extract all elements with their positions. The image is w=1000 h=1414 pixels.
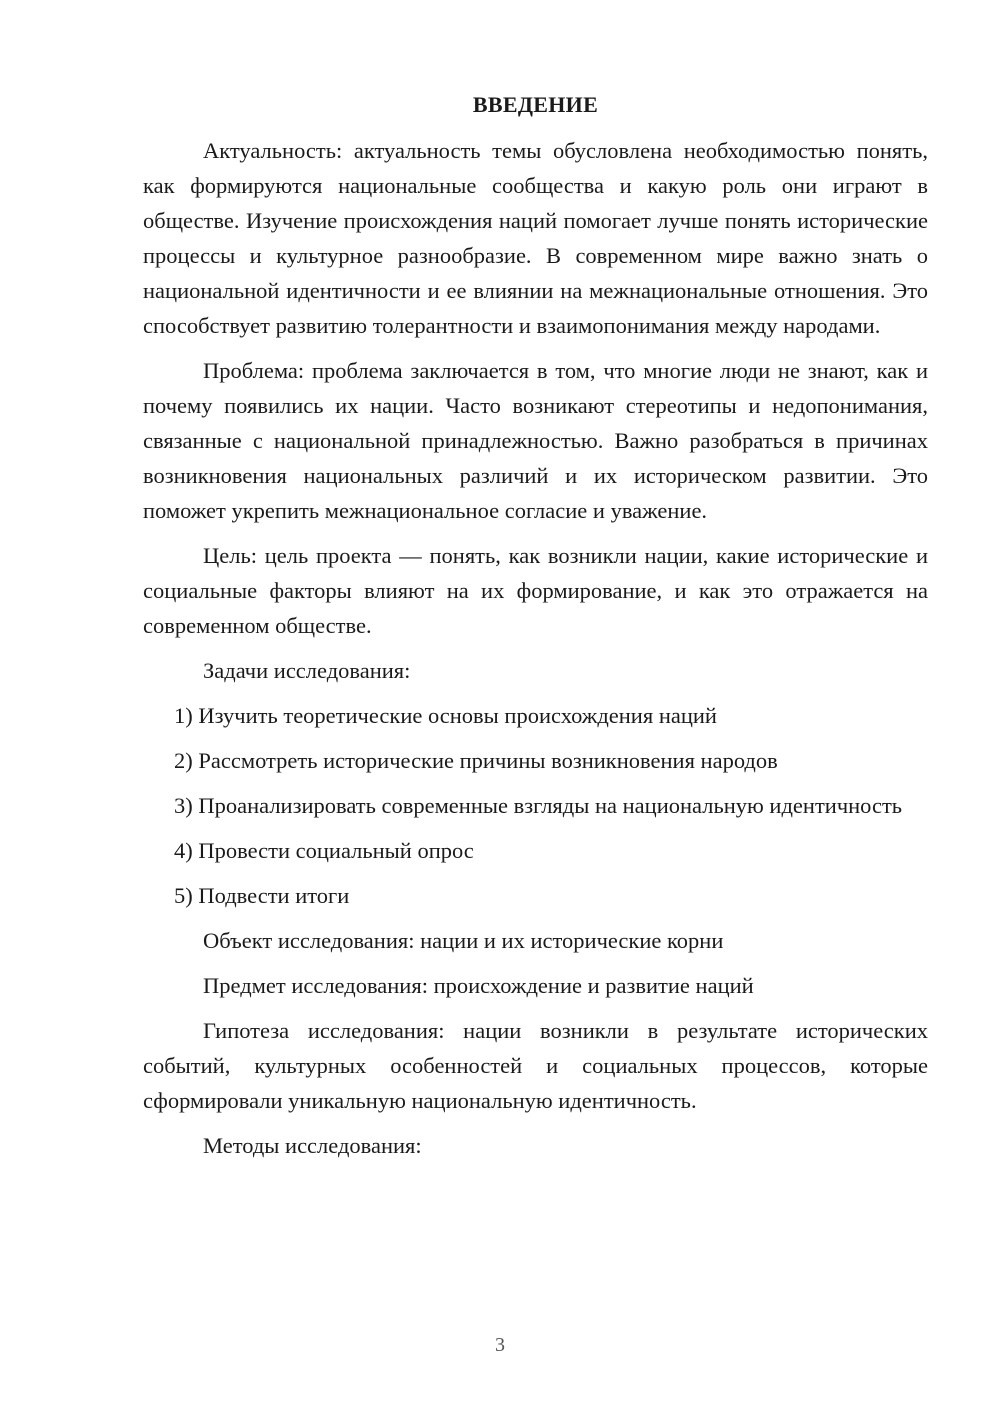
hypothesis-paragraph: Гипотеза исследования: нации возникли в результате исторических событий, культурных особенностей и социальных процессов, которые сформировали уникальную национальную идентичность. [143, 1018, 928, 1113]
actuality-paragraph: Актуальность: актуальность темы обусловлена необходимостью понять, как формируются национальные сообщества и какую роль они играют в обществе. Изучение происхождения наций помогает лучше понять исторические процессы и культурное разнообразие. В современном мире важно знать о национальной идентичности и ее влиянии на межнациональные отношения. Это способствует развитию толерантности и взаимопонимания между народами. [143, 138, 928, 338]
goal-paragraph: Цель: цель проекта — понять, как возникли нации, какие исторические и социальные факторы влияют на их формирование, и как это отражается на современном обществе. [143, 543, 928, 638]
page-title: ВВЕДЕНИЕ [472, 92, 599, 117]
problem-paragraph: Проблема: проблема заключается в том, что многие люди не знают, как и почему появились их нации. Часто возникают стереотипы и недопонимания, связанные с национальной принадлежностью. Важно разобраться в причинах возникновения национальных различий и их историческом развитии. Это поможет укрепить межнациональное согласие и уважение. [143, 358, 928, 523]
page-number: 3 [495, 1334, 505, 1356]
tasks-heading: Задачи исследования: [203, 658, 411, 683]
task-item: 5) Подвести итоги [174, 883, 350, 908]
task-item: 2) Рассмотреть исторические причины возникновения народов [174, 748, 778, 773]
task-item: 4) Провести социальный опрос [174, 838, 474, 863]
methods-paragraph: Методы исследования: [203, 1133, 422, 1158]
subject-paragraph: Предмет исследования: происхождение и развитие наций [203, 973, 754, 998]
object-paragraph: Объект исследования: нации и их исторические корни [203, 928, 724, 953]
document-page [143, 92, 928, 1173]
task-item: 1) Изучить теоретические основы происхождения наций [174, 703, 717, 728]
task-item: 3) Проанализировать современные взгляды на национальную идентичность [174, 793, 903, 818]
